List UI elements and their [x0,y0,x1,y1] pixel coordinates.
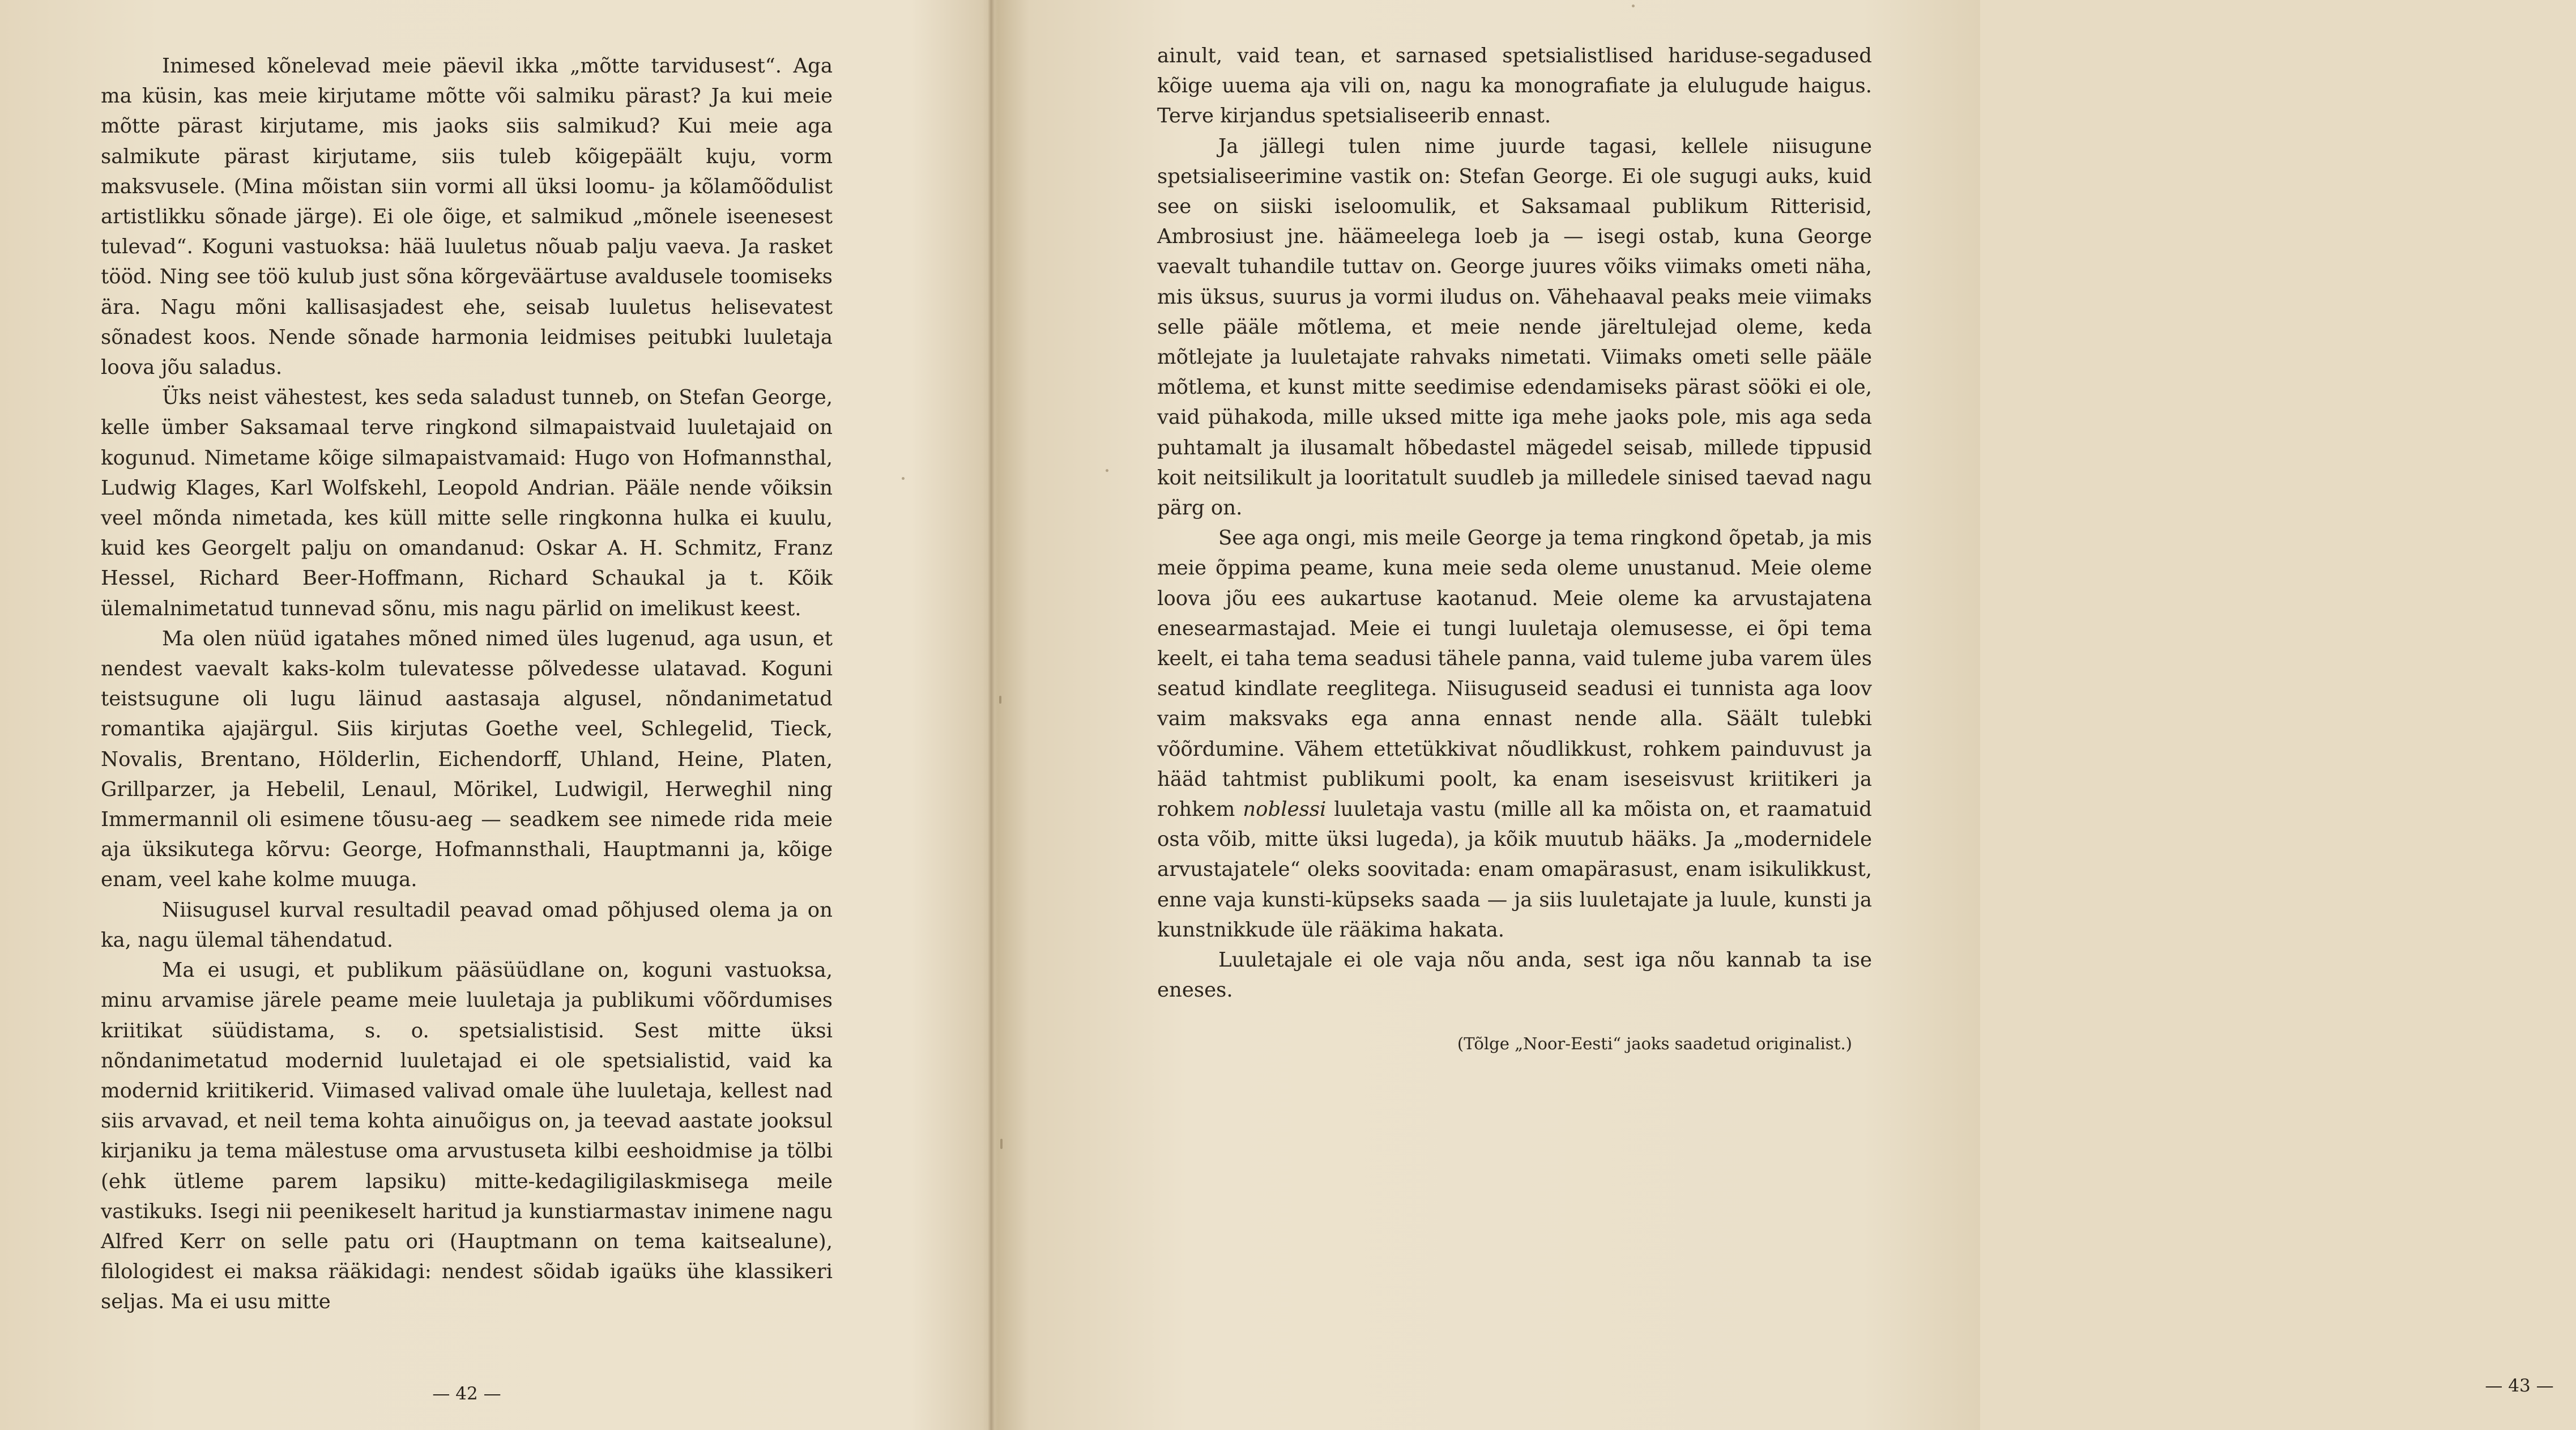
right-page [990,0,2554,1430]
left-page-text [101,51,833,1317]
page-number: — 43 — [2485,1376,2554,1396]
page-number: — 42 — [432,1384,501,1404]
source-note: (Tõlge „Noor-Eesti“ jaoks saadetud originalist.) [1457,1034,1852,1053]
paragraph-continuation: ainult, vaid tean, et sarnased spetsialistlised hariduse-segadused kõige uuema aja vili on, nagu ka monografiate ja elulugude haigus. Terve kirjandus spetsialiseerib ennast. [1157,44,1872,128]
paper-speck [1632,5,1635,7]
italic-word: noblessi [1243,798,1327,822]
paragraph: Inimesed kõnelevad meie päevil ikka „mõtte tarvidusest“. Aga ma küsin, kas meie kirjutame mõtte või salmiku pärast? Ja kui meie mõtte pärast kirjutame, mis jaoks siis salmikud? Kui meie aga salmikute pärast kirjutame, siis tuleb kõigepäält kuju, vorm maksvusele. (Mina mõistan siin vormi all üksi loomu- ja kõlamõõdulist artistlikku sõnade järge). Ei ole õige, et salmikud „mõnele iseenesest tulevad“. Koguni vastuoksa: hää luuletus nõuab palju vaeva. Ja rasket tööd. Ning see töö kulub just sõna kõrgeväärtuse avaldusele toomiseks ära. Nagu mõni kallisasjadest ehe, seisab luuletus helisevatest sõnadest koos. Nende sõnade harmonia leidmises peitubki luuletaja loova jõu saladus. [101,54,833,380]
paper-speck [1106,469,1108,472]
right-page-text [1157,41,1872,1006]
paper-speck [999,696,1001,704]
left-page [0,0,990,1430]
paragraph: Üks neist vähestest, kes seda saladust tunneb, on Stefan George, kelle ümber Saksamaal terve ringkond silmapaistvaid luuletajaid on kogunud. Nimetame kõige silmapaistvamaid: Hugo von Hofmannsthal, Ludwig Klages, Karl Wolfskehl, Leopold Andrian. Pääle nende võiksin veel mõnda nimetada, kes küll mitte selle ringkonna hulka ei kuulu, kuid kes Georgelt palju on omandanud: Oskar A. H. Schmitz, Franz Hessel, Richard Beer-Hoffmann, Richard Schaukal ja t. Kõik ülemalnimetatud tunnevad sõnu, mis nagu pärlid on imelikust keest. [101,386,833,620]
paragraph: Ma ei usugi, et publikum pääsüüdlane on, koguni vastuoksa, minu arvamise järele peame meie luuletaja ja publikumi võõrdumises kriitikat süüdistama, s. o. spetsialistisid. Sest mitte üksi nõndanimetatud modernid luuletajad ei ole spetsialistid, vaid ka modernid kriitikerid. Viimased valivad omale ühe luuletaja, kellest nad siis arvavad, et neil tema kohta ainuõigus on, ja teevad aastate jooksul kirjaniku ja tema mälestuse oma arvustuseta kilbi eeshoidmise ja tölbi (ehk ütleme parem lapsiku) mitte-kedagiligilaskmisega meile vastikuks. Isegi nii peenikeselt haritud ja kunstiarmastav inimene nagu Alfred Kerr on selle patu ori (Hauptmann on tema kaitsealune), filologidest ei maksa rääkidagi: nendest sõidab igaüks ühe klassikeri seljas. Ma ei usu mitte [101,959,833,1314]
paragraph-text: luuletaja vastu (mille all ka mõista on, et raamatuid osta võib, mitte üksi lugeda), ja kõik muutub hääks. Ja „modernidele arvustajatele“ oleks soovitada: enam omapärasust, enam isikulikkust, enne vaja kunsti-küpseks saada — ja siis luuletajate ja luule, kunsti ja kunstnikkude üle rääkima hakata. [1157,798,1872,942]
paragraph [1157,523,1872,945]
paragraph: Niisugusel kurval resultadil peavad omad põhjused olema ja on ka, nagu ülemal tähendatud. [101,898,833,952]
paragraph-text: See aga ongi, mis meile George ja tema ringkond õpetab, ja mis meie õppima peame, kuna meie seda oleme unustanud. Meie oleme loova jõu ees aukartuse kaotanud. Meie oleme ka arvustajatena enesearmastajad. Meie ei tungi luuletaja olemusesse, ei õpi tema keelt, ei taha tema seadusi tähele panna, vaid tuleme juba varem üles seatud kindlate reeglitega. Niisuguseid seadusi ei tunnista aga loov vaim maksvaks ega anna ennast nende alla. Säält tulebki võõrdumine. Vähem ettetükkivat nõudlikkust, rohkem painduvust ja hääd tahtmist publikumi poolt, ka enam iseseisvust kriitikeri ja rohkem [1157,526,1872,822]
paragraph: Luuletajale ei ole vaja nõu anda, sest iga nõu kannab ta ise eneses. [1157,948,1872,1002]
paper-speck [902,477,905,480]
paragraph: Ja jällegi tulen nime juurde tagasi, kellele niisugune spetsialiseerimine vastik on: Stefan George. Ei ole sugugi auks, kuid see on siiski iseloomulik, et Saksamaal publikum Ritterisid, Ambrosiust jne. häämeelega loeb ja — isegi ostab, kuna George vaevalt tuhandile tuttav on. George juures võiks viimaks ometi näha, mis üksus, suurus ja vormi iludus on. Vähehaaval peaks meie viimaks selle pääle mõtlema, et meie nende järeltulejad oleme, keda mõtlejate ja luuletajate rahvaks nimetati. Viimaks ometi selle pääle mõtlema, et kunst mitte seedimise edendamiseks pärast sööki ei ole, vaid pühakoda, mille uksed mitte iga mehe jaoks pole, mis aga seda puhtamalt ja ilusamalt hõbedastel mägedel seisab, millede tippusid koit neitsilikult ja looritatult suudleb ja milledele sinised taevad nagu pärg on. [1157,134,1872,520]
paragraph: Ma olen nüüd igatahes mõned nimed üles lugenud, aga usun, et nendest vaevalt kaks-kolm tulevatesse põlvedesse ulatavad. Koguni teistsugune oli lugu läinud aastasaja algusel, nõndanimetatud romantika ajajärgul. Siis kirjutas Goethe veel, Schlegelid, Tieck, Novalis, Brentano, Hölderlin, Eichendorff, Uhland, Heine, Platen, Grillparzer, ja Hebelil, Lenaul, Mörikel, Ludwigil, Herweghil ning Immermannil oli esimene tõusu-aeg — seadkem see nimede rida meie aja üksikutega kõrvu: George, Hofmannsthali, Hauptmanni ja, kõige enam, veel kahe kolme muuga. [101,627,833,892]
paper-speck [1000,1139,1003,1149]
